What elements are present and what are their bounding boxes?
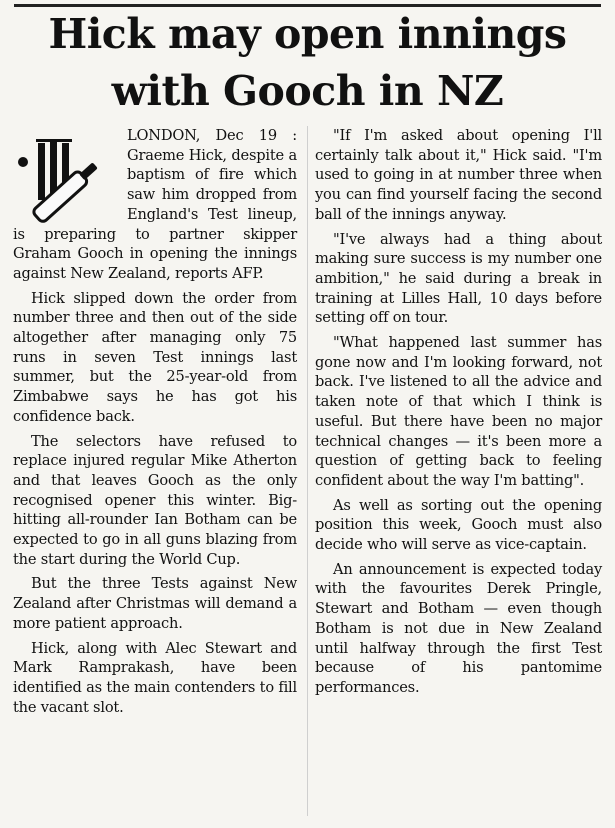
article-paragraph: As well as sorting out the opening position this week, Gooch must also decide who will serve as vice-captain. [315, 496, 602, 554]
article-paragraph: The selectors have refused to replace injured regular Mike Atherton and that leaves Gooch as the only recognised opener this winter. Big-hitting all-rounder Ian Botham can be expected to go in all guns blazing from the start during the World Cup. [13, 432, 297, 568]
article-paragraph: "If I'm asked about opening I'll certainly talk about it," Hick said. "I'm used to going in at number three when you can find yourself facing the second ball of the innings anyway. [315, 127, 602, 223]
article-paragraph: Hick, along with Alec Stewart and Mark Ramprakash, have been identified as the main contenders to fill the vacant slot. [13, 639, 297, 716]
dateline: LONDON, Dec 19 : [127, 127, 297, 144]
article-paragraph: "I've always had a thing about making sure success is my number one ambition," he said during a break in training at Lilles Hall, 10 days before setting off on tour. [315, 230, 602, 327]
article-paragraph: But the three Tests against New Zealand after Christmas will demand a more patient approach. [13, 575, 297, 632]
paragraph-text: Graeme Hick, despite a baptism of fire which saw him dropped from England's Test lineup, is preparing to partner skipper Graham Gooch in opening the innings against New Zealand, reports AFP. [13, 146, 297, 282]
headline-line-2: with Gooch in NZ [111, 67, 504, 116]
headline [0, 6, 615, 121]
article-left-column [13, 126, 297, 722]
article-paragraph: "What happened last summer has gone now and I'm looking forward, not back. I've listened to all the advice and taken note of that which I think is useful. But there have been no major technical changes — it's been more a question of getting back to feeling confident about the way I'm batting". [315, 334, 602, 489]
article-paragraph: An announcement is expected today with the favourites Derek Pringle, Stewart and Botham — even though Botham is not due in New Zealand until halfway through the first Test because of his pantomime performances. [315, 560, 602, 696]
article-right-column [315, 126, 602, 703]
headline-line-1: Hick may open innings [48, 10, 567, 58]
cricket-bat-ball-wicket-icon [13, 128, 121, 224]
article-paragraph: Hick slipped down the order from number three and then out of the side altogether after managing only 75 runs in seven Test innings last summer, but the 25-year-old from Zimbabwe says he has got his confidence back. [13, 289, 297, 425]
column-divider [307, 126, 308, 816]
